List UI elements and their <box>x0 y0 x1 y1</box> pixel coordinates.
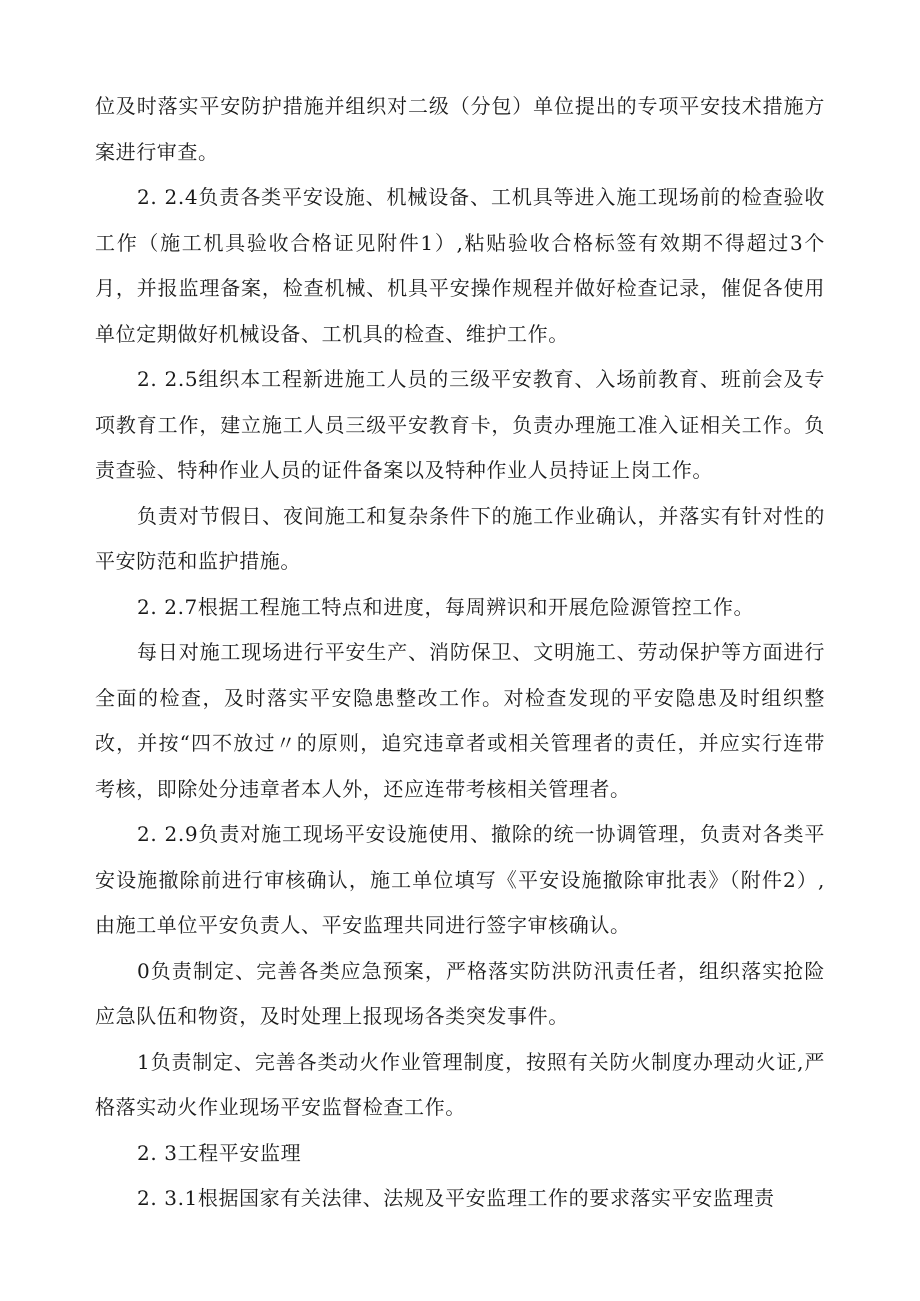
paragraph-continuation: 位及时落实平安防护措施并组织对二级（分包）单位提出的专项平安技术措施方案进行审查。 <box>95 94 825 164</box>
document-body <box>95 84 825 1222</box>
paragraph-hot-work: 1负责制定、完善各类动火作业管理制度，按照有关防火制度办理动火证,严格落实动火作业现场平安监督检查工作。 <box>95 1049 825 1119</box>
paragraph-2-2-5: 2. 2.5组织本工程新进施工人员的三级平安教育、入场前教育、班前会及专项教育工作，建立施工人员三级平安教育卡，负责办理施工准入证相关工作。负责查验、特种作业人员的证件备案以及特种作业人员持证上岗工作。 <box>95 367 825 482</box>
paragraph-2-2-7: 2. 2.7根据工程施工特点和进度，每周辨识和开展危险源管控工作。 <box>137 594 755 619</box>
paragraph-emergency-plan: 0负责制定、完善各类应急预案，严格落实防洪防汛责任者，组织落实抢险应急队伍和物资，及时处理上报现场各类突发事件。 <box>95 958 825 1028</box>
section-heading-2-3: 2. 3工程平安监理 <box>137 1140 302 1165</box>
paragraph-2-3-1: 2. 3.1根据国家有关法律、法规及平安监理工作的要求落实平安监理责 <box>137 1186 775 1210</box>
paragraph-daily-inspection: 每日对施工现场进行平安生产、消防保卫、文明施工、劳动保护等方面进行全面的检查，及时落实平安隐患整改工作。对检查发现的平安隐患及时组织整改，并按“四不放过〃的原则，追究违章者或相关管理者的责任，并应实行连带考核，即除处分违章者本人外，还应连带考核相关管理者。 <box>95 640 825 801</box>
paragraph-2-2-4: 2. 2.4负责各类平安设施、机械设备、工机具等进入施工现场前的检查验收工作（施工机具验收合格证见附件1）,粘贴验收合格标签有效期不得超过3个月，并报监理备案，检查机械、机具平安操作规程并做好检查记录，催促各使用单位定期做好机械设备、工机具的检查、维护工作。 <box>95 185 825 346</box>
paragraph-holiday-night-work: 负责对节假日、夜间施工和复杂条件下的施工作业确认，并落实有针对性的平安防范和监护措施。 <box>95 503 825 573</box>
paragraph-2-2-9: 2. 2.9负责对施工现场平安设施使用、撤除的统一协调管理，负责对各类平安设施撤除前进行审核确认，施工单位填写《平安设施撤除审批表》（附件2）,由施工单位平安负责人、平安监理共同进行签字审核确认。 <box>95 822 825 937</box>
